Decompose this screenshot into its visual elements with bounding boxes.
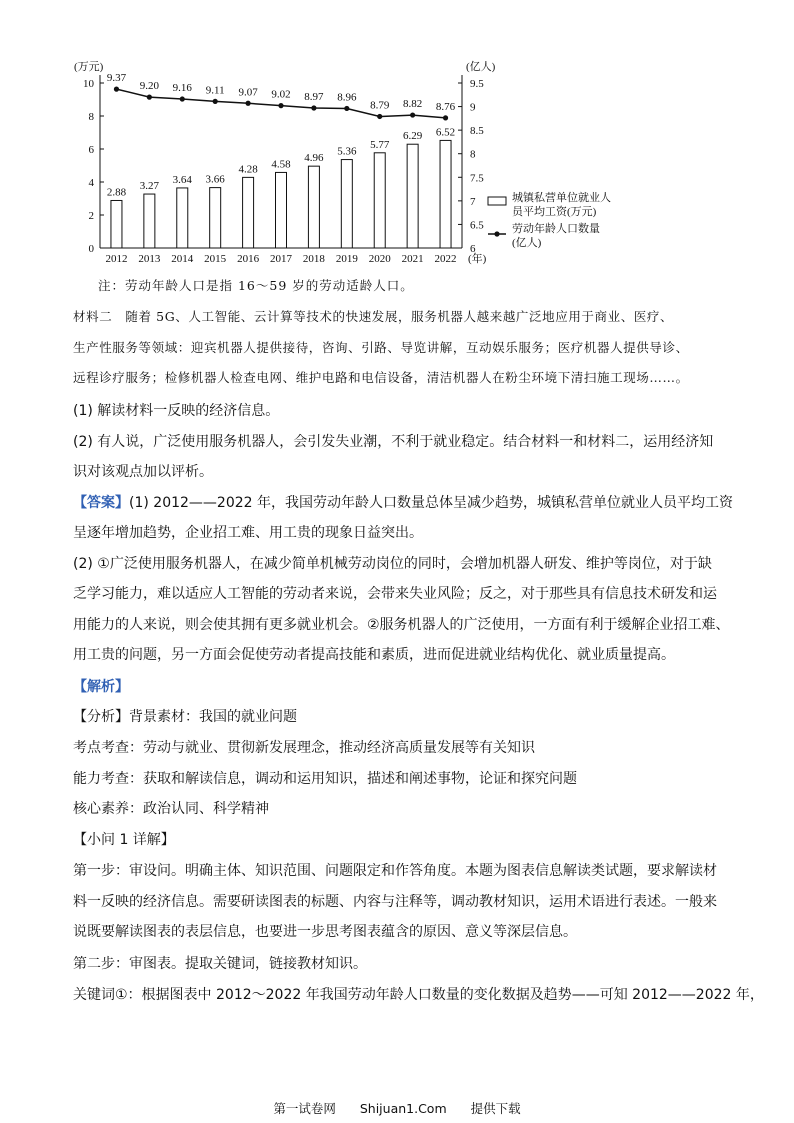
line-data-label: 9.11 xyxy=(205,84,225,97)
right-tick-label: 7 xyxy=(470,195,476,208)
line-data-label: 9.16 xyxy=(172,82,192,95)
bar-data-label: 6.29 xyxy=(403,130,423,143)
left-axis-unit: (万元) xyxy=(74,61,104,73)
question-2-line: (2) 有人说，广泛使用服务机器人，会引发失业潮，不利于就业稳定。结合材料一和材料二，运用经济知 xyxy=(73,434,714,450)
bar xyxy=(308,166,319,248)
right-axis-unit: (亿人) xyxy=(466,61,496,73)
bar-data-label: 2.88 xyxy=(106,186,127,199)
line-data-label: 9.07 xyxy=(238,86,258,99)
legend-bar-label: 城镇私营单位就业人 xyxy=(512,192,611,204)
analysis-line: 【分析】背景素材：我国的就业问题 xyxy=(73,709,297,725)
analysis-line: 能力考查：获取和解读信息，调动和运用知识，描述和阐述事物，论证和探究问题 xyxy=(73,771,577,787)
answer-line: 呈逐年增加趋势，企业招工难、用工贵的现象日益突出。 xyxy=(73,525,423,541)
x-tick-label: 2013 xyxy=(138,253,161,265)
footer-site-url: Shijuan1.Com xyxy=(359,1101,447,1116)
line-point xyxy=(147,95,152,100)
right-tick-label: 6.5 xyxy=(470,219,484,232)
bar-data-label: 4.58 xyxy=(271,158,291,171)
bar xyxy=(374,153,385,248)
analysis-line: 第二步：审图表。提取关键词，链接教材知识。 xyxy=(73,956,367,972)
bar-data-label: 4.96 xyxy=(304,152,324,165)
right-tick-label: 8 xyxy=(470,148,476,161)
answer-text: (1) 2012——2022 年，我国劳动年龄人口数量总体呈减少趋势，城镇私营单位就业人员平均工资 xyxy=(129,495,733,511)
right-tick-label: 7.5 xyxy=(470,172,484,185)
bar xyxy=(111,200,122,248)
x-tick-label: 2019 xyxy=(335,253,358,265)
right-tick-label: 8.5 xyxy=(470,125,484,138)
bar xyxy=(276,172,287,248)
answer-line: 乏学习能力，难以适应人工智能的劳动者来说，会带来失业风险；反之，对于那些具有信息技术研发和运 xyxy=(73,586,717,602)
bar-data-label: 6.52 xyxy=(435,126,456,139)
answer-label: 【答案】 xyxy=(73,495,129,511)
line-data-label: 8.82 xyxy=(403,98,423,111)
x-tick-label: 2018 xyxy=(302,253,325,265)
answer-line: (2) ①广泛使用服务机器人，在减少简单机械劳动岗位的同时，会增加机器人研发、维护等岗位，对于缺 xyxy=(73,556,712,572)
left-tick-label: 2 xyxy=(88,210,94,222)
question-2-line: 识对该观点加以评析。 xyxy=(73,464,213,480)
bar xyxy=(341,160,352,248)
left-tick-label: 10 xyxy=(83,78,94,90)
line-data-label: 8.76 xyxy=(435,100,456,113)
line-point xyxy=(213,99,218,104)
analysis-line: 核心素养：政治认同、科学精神 xyxy=(73,801,269,817)
line-data-label: 9.37 xyxy=(106,72,127,85)
footer-download-text: 提供下载 xyxy=(470,1101,521,1116)
analysis-label: 【解析】 xyxy=(73,679,129,695)
line-point xyxy=(180,96,185,101)
legend-line-marker xyxy=(494,231,499,236)
bar-data-label: 4.28 xyxy=(238,163,258,176)
chart-svg xyxy=(66,58,611,268)
line-data-label: 8.96 xyxy=(337,91,357,104)
answer-line: 用能力的人来说，则会使其拥有更多就业机会。②服务机器人的广泛使用，一方面有利于缓解企业招工难、 xyxy=(73,617,730,633)
left-tick-label: 8 xyxy=(88,111,94,123)
analysis-line: 说既要解读图表的表层信息，也要进一步思考图表蕴含的原因、意义等深层信息。 xyxy=(73,924,577,940)
question-1: (1) 解读材料一反映的经济信息。 xyxy=(73,403,280,419)
line-point xyxy=(114,87,119,92)
combo-chart xyxy=(66,58,611,272)
analysis-line: 【小问 1 详解】 xyxy=(73,832,175,848)
legend-line-label: 劳动年龄人口数量 xyxy=(512,223,600,235)
analysis-line: 料一反映的经济信息。需要研读图表的标题、内容与注释等，调动教材知识，运用术语进行表述。一般来 xyxy=(73,894,717,910)
x-tick-label: 2015 xyxy=(204,253,227,265)
line-point xyxy=(344,106,349,111)
analysis-line: 第一步：审设问。明确主体、知识范围、问题限定和作答角度。本题为图表信息解读类试题，要求解读材 xyxy=(73,863,717,879)
line-point xyxy=(443,115,448,120)
x-tick-label: 2021 xyxy=(401,253,424,265)
line-data-label: 8.97 xyxy=(304,90,324,103)
bar-data-label: 3.27 xyxy=(139,180,159,193)
bar-data-label: 3.64 xyxy=(172,173,192,186)
right-tick-label: 9.5 xyxy=(470,78,484,90)
right-tick-label: 6 xyxy=(470,243,476,255)
footer-site-name: 第一试卷网 xyxy=(273,1101,336,1116)
bar xyxy=(144,194,155,248)
legend-bar-label: 员平均工资(万元) xyxy=(512,206,597,218)
x-tick-label: 2012 xyxy=(105,253,128,265)
answer-line: 用工贵的问题，另一方面会促使劳动者提高技能和素质，进而促进就业结构优化、就业质量提高。 xyxy=(73,647,675,663)
x-tick-label: 2017 xyxy=(270,253,292,265)
x-tick-label: 2020 xyxy=(368,253,391,265)
left-tick-label: 6 xyxy=(88,144,94,156)
bar-data-label: 5.36 xyxy=(337,145,357,158)
bar xyxy=(243,177,254,248)
line-point xyxy=(377,114,382,119)
left-tick-label: 0 xyxy=(88,243,94,255)
line-point xyxy=(410,112,415,117)
right-tick-label: 9 xyxy=(470,101,476,114)
material2-line: 生产性服务等领域：迎宾机器人提供接待，咨询、引路、导览讲解，互动娱乐服务；医疗机器人提供导诊、 xyxy=(73,340,689,355)
material2-line: 远程诊疗服务；检修机器人检查电网、维护电路和电信设备，清洁机器人在粉尘环境下清扫施工现场……。 xyxy=(73,370,689,385)
line-data-label: 9.20 xyxy=(139,80,159,93)
analysis-line: 考点考查：劳动与就业、贯彻新发展理念，推动经济高质量发展等有关知识 xyxy=(73,740,535,756)
bar xyxy=(177,188,188,248)
line-point xyxy=(245,101,250,106)
bar xyxy=(210,188,221,248)
x-axis-unit: (年) xyxy=(468,253,487,265)
left-tick-label: 4 xyxy=(88,177,94,189)
legend-line-label: (亿人) xyxy=(512,237,542,249)
line-point xyxy=(278,103,283,108)
analysis-line: 关键词①：根据图表中 2012～2022 年我国劳动年龄人口数量的变化数据及趋势——可知 2012——2022 年， xyxy=(73,987,764,1003)
chart-note: 注：劳动年龄人口是指 16～59 岁的劳动适龄人口。 xyxy=(98,278,414,293)
line-data-label: 8.79 xyxy=(370,99,390,112)
answer-line xyxy=(73,494,733,512)
page-footer xyxy=(0,1099,794,1117)
x-tick-label: 2014 xyxy=(171,253,194,265)
x-tick-label: 2016 xyxy=(237,253,260,265)
legend-bar-swatch xyxy=(488,197,506,205)
material2-line: 材料二 随着 5G、人工智能、云计算等技术的快速发展，服务机器人越来越广泛地应用于商业、医疗、 xyxy=(73,309,674,324)
x-tick-label: 2022 xyxy=(434,253,457,265)
bar xyxy=(440,140,451,248)
line-point xyxy=(311,105,316,110)
bar xyxy=(407,144,418,248)
bar-data-label: 5.77 xyxy=(370,138,390,151)
line-data-label: 9.02 xyxy=(271,88,291,101)
bar-data-label: 3.66 xyxy=(205,173,225,186)
